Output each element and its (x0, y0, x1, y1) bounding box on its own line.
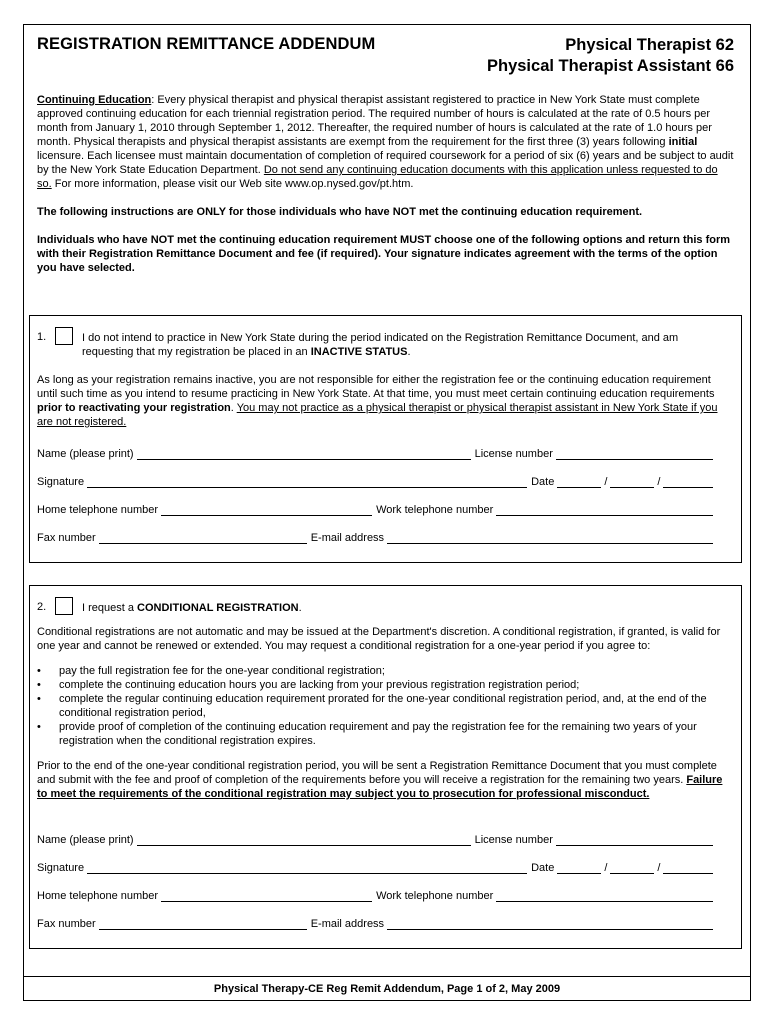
home-phone-label: Home telephone number (37, 890, 159, 902)
option-1-date-month[interactable] (557, 476, 601, 488)
option-2-home-phone-field[interactable] (161, 890, 372, 902)
ce-text-b: licensure. Each licensee must maintain documentation of completion of required coursework for a period of six (6) years and be subject to audit by the New York State Education Department. (37, 150, 734, 176)
instruction-must-choose: Individuals who have NOT met the continuing education requirement MUST choose one of the following options and return this form with their Registration Remittance Document and fee (if required). Your signature indicates agreement with the terms of the option you have selected. (37, 234, 731, 274)
option-2-label-text: I request a (82, 602, 138, 614)
option-1-contact-row (37, 530, 713, 544)
list-item: • pay the full registration fee for the one-year conditional registration; (37, 664, 734, 678)
signature-label: Signature (37, 476, 85, 488)
option-2-name-row (37, 832, 713, 846)
signature-label: Signature (37, 862, 85, 874)
option-2-date-day[interactable] (610, 862, 654, 874)
option-2-checkbox[interactable] (55, 597, 73, 615)
option-1-label (82, 331, 732, 359)
ce-heading: Continuing Education (37, 94, 152, 106)
option-2-contact-row (37, 916, 713, 930)
option-2-name-field[interactable] (137, 834, 471, 846)
ce-text-c: For more information, please visit our Web site www.op.nysed.gov/pt.htm. (51, 178, 414, 190)
option-1-email-field[interactable] (387, 532, 713, 544)
option-1-fax-field[interactable] (99, 532, 307, 544)
profession-physical-therapist: Physical Therapist 62 (565, 36, 734, 54)
ce-text-a: : Every physical therapist and physical therapist assistant registered to practice in New York State must complete approved continuing education for each triennial registration period. The required number of hours is calculated at the rate of 0.5 hours per month from January 1, 2010 through September 1, 2012. Thereafter, the required number of hours is calculated at the rate of 1.0 hours per month. Physical therapists and physical therapist assistants are exempt from the requirement for the first three (3) years following (37, 94, 712, 148)
profession-titles (487, 35, 734, 77)
option-1-para-b: . (230, 402, 237, 414)
option-2-paragraph-2 (37, 759, 734, 801)
option-2-date-year[interactable] (663, 862, 713, 874)
list-item: • provide proof of completion of the continuing education requirement and pay the registration fee for the remaining two years of your registration when the conditional registration expires. (37, 720, 734, 748)
form-title: REGISTRATION REMITTANCE ADDENDUM (37, 35, 376, 53)
option-2-phone-row (37, 888, 713, 902)
list-item: • complete the regular continuing education requirement prorated for the one-year conditional registration period, and, at the end of the conditional registration period, (37, 692, 734, 720)
license-label: License number (474, 834, 553, 846)
name-label: Name (please print) (37, 834, 134, 846)
work-phone-label: Work telephone number (376, 890, 494, 902)
page-footer: Physical Therapy-CE Reg Remit Addendum, Page 1 of 2, May 2009 (213, 983, 561, 995)
fax-label: Fax number (37, 532, 96, 544)
option-1-para-warning: You may not practice as a physical therapist or physical therapist assistant in New York State if you are not registered. (37, 402, 718, 428)
email-label: E-mail address (310, 918, 385, 930)
option-1-label-text: I do not intend to practice in New York State during the period indicated on the Registration Remittance Document, and am requesting that my registration be placed in an (82, 332, 679, 358)
option-1-date-day[interactable] (610, 476, 654, 488)
option-1-para-bold: prior to reactivating your registration (37, 402, 231, 414)
option-1-paragraph (37, 373, 734, 429)
option-2-signature-field[interactable] (87, 862, 527, 874)
option-2-paragraph: Conditional registrations are not automatic and may be issued at the Department's discretion. A conditional registration, if granted, is valid for one year and cannot be renewed or extended. You may request a conditional registration for a one-year period if you agree to: (37, 626, 721, 652)
date-separator: / (604, 476, 608, 488)
option-2-label-end: . (298, 602, 302, 614)
instruction-only: The following instructions are ONLY for those individuals who have NOT met the continuing education requirement. (37, 206, 643, 218)
option-2-para2-text: Prior to the end of the one-year conditional registration period, you will be sent a Registration Remittance Document that you must complete and submit with the fee and proof of completion of the requirements before you will receive a registration for the remaining two years. (37, 760, 717, 786)
home-phone-label: Home telephone number (37, 504, 159, 516)
option-1-label-end: . (407, 346, 411, 358)
option-1-name-field[interactable] (137, 448, 471, 460)
date-label: Date (531, 476, 555, 488)
option-2-email-field[interactable] (387, 918, 713, 930)
license-label: License number (474, 448, 553, 460)
option-1-phone-row (37, 502, 713, 516)
option-2-label (82, 601, 732, 615)
misconduct-warning: Failure to meet the requirements of the conditional registration may subject you to prosecution for professional misconduct. (37, 774, 723, 800)
option-2-date-month[interactable] (557, 862, 601, 874)
date-separator: / (604, 862, 608, 874)
name-label: Name (please print) (37, 448, 134, 460)
option-1-para-a: As long as your registration remains inactive, you are not responsible for either the registration fee or the continuing education requirement until such time as you intend to resume practicing in New York State. At that time, you must meet certain continuing education requirements (37, 374, 715, 400)
ce-initial: initial (668, 136, 698, 148)
date-label: Date (531, 862, 555, 874)
option-2-signature-row (37, 860, 713, 874)
option-2-fax-field[interactable] (99, 918, 307, 930)
profession-physical-therapist-assistant: Physical Therapist Assistant 66 (487, 57, 734, 75)
option-1-name-row (37, 446, 713, 460)
option-2-work-phone-field[interactable] (496, 890, 713, 902)
work-phone-label: Work telephone number (376, 504, 494, 516)
conditions-list (37, 664, 734, 748)
option-1-checkbox[interactable] (55, 327, 73, 345)
inactive-status-text: INACTIVE STATUS (310, 346, 408, 358)
option-1-signature-row (37, 474, 713, 488)
option-2-license-field[interactable] (556, 834, 713, 846)
date-separator: / (657, 862, 661, 874)
list-item: • complete the continuing education hours you are lacking from your previous registration registration period; (37, 678, 734, 692)
option-1-home-phone-field[interactable] (161, 504, 372, 516)
option-1-number: 1. (37, 331, 47, 343)
fax-label: Fax number (37, 918, 96, 930)
option-1-license-field[interactable] (556, 448, 713, 460)
option-1-signature-field[interactable] (87, 476, 527, 488)
email-label: E-mail address (310, 532, 385, 544)
footer-divider (23, 976, 751, 977)
continuing-education-paragraph (37, 93, 734, 191)
option-2-number: 2. (37, 601, 47, 613)
option-1-work-phone-field[interactable] (496, 504, 713, 516)
option-1-date-year[interactable] (663, 476, 713, 488)
conditional-registration-text: CONDITIONAL REGISTRATION (137, 602, 299, 614)
date-separator: / (657, 476, 661, 488)
ce-warning: Do not send any continuing education documents with this application unless requested to do so. (37, 164, 718, 190)
